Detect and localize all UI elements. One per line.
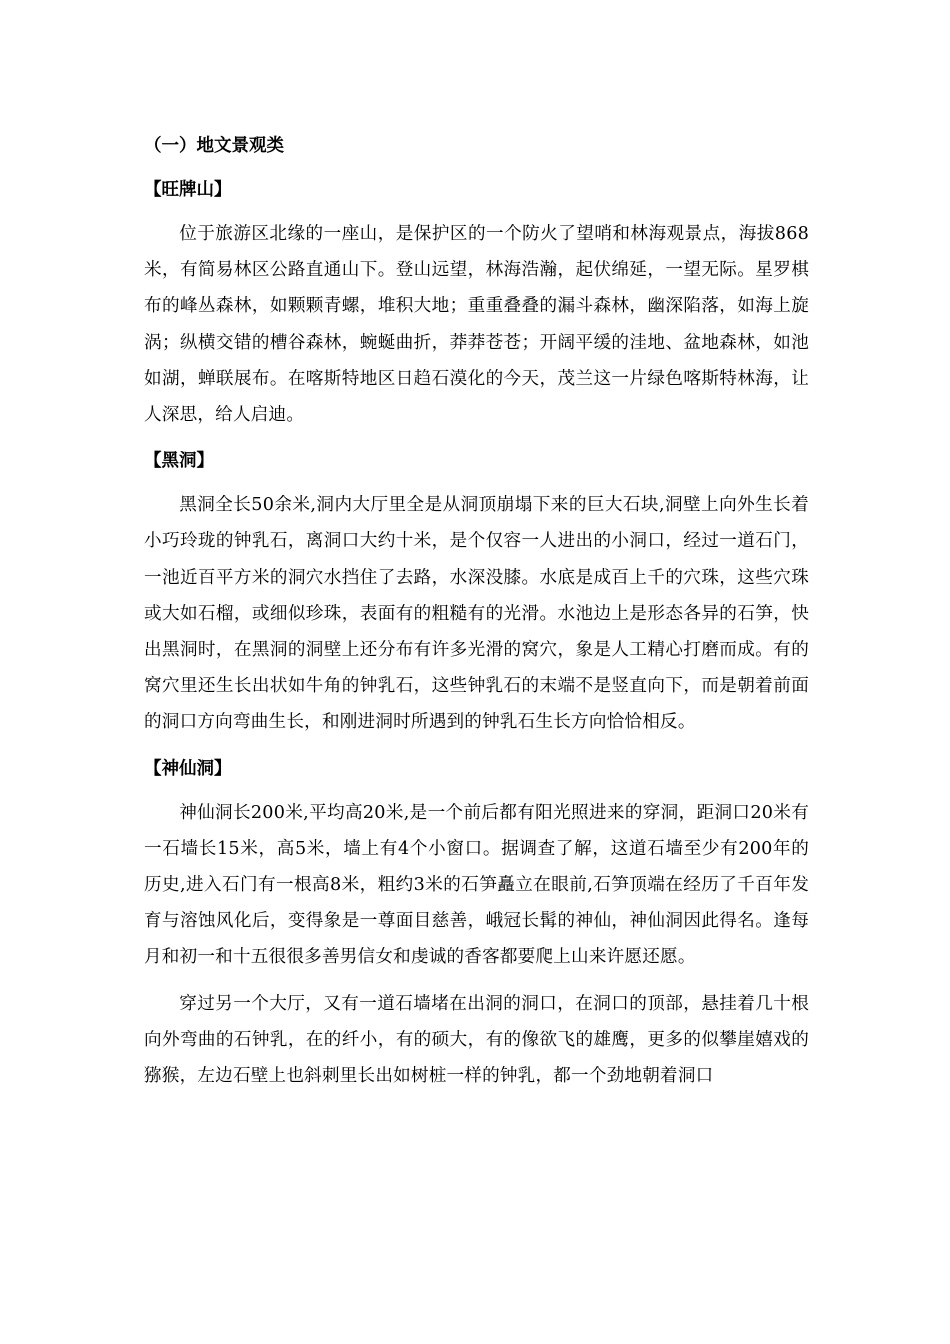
subsection-heading-shenxiandong: 【神仙洞】	[144, 758, 232, 779]
paragraph-heidong: 黑洞全长50余米,洞内大厅里全是从洞顶崩塌下来的巨大石块,洞壁上向外生长着小巧玲珑的钟乳石，离洞口大约十米，是个仅容一人进出的小洞口，经过一道石门，一池近百平方米的洞穴水挡住了去路，水深没膝。水底是成百上千的穴珠，这些穴珠或大如石榴，或细似珍珠，表面有的粗糙有的光滑。水池边上是形态各异的石笋，快出黑洞时，在黑洞的洞壁上还分布有许多光滑的窝穴，象是人工精心打磨而成。有的窝穴里还生长出状如牛角的钟乳石，这些钟乳石的末端不是竖直向下，而是朝着前面的洞口方向弯曲生长，和刚进洞时所遇到的钟乳石生长方向恰恰相反。	[144, 495, 809, 733]
section-title: （一）地文景观类	[144, 136, 284, 156]
paragraph-shenxiandong-2: 穿过另一个大厅，又有一道石墙堵在出洞的洞口，在洞口的顶部，悬挂着几十根向外弯曲的石钟乳，在的纤小，有的硕大，有的像欲飞的雄鹰，更多的似攀崖嬉戏的猕猴，左边石壁上也斜刺里长出如树桩一样的钟乳，都一个劲地朝着洞口	[144, 993, 809, 1087]
paragraph-wangpaishan: 位于旅游区北缘的一座山，是保护区的一个防火了望哨和林海观景点，海拔868米，有简易林区公路直通山下。登山远望，林海浩瀚，起伏绵延，一望无际。星罗棋布的峰丛森林，如颗颗青螺，堆积大地；重重叠叠的漏斗森林，幽深陷落，如海上旋涡；纵横交错的槽谷森林，蜿蜒曲折，莽莽苍苍；开阔平缓的洼地、盆地森林，如池如湖，蝉联展布。在喀斯特地区日趋石漠化的今天，茂兰这一片绿色喀斯特林海，让人深思，给人启迪。	[144, 224, 809, 426]
paragraph-shenxiandong-1: 神仙洞长200米,平均高20米,是一个前后都有阳光照进来的穿洞，距洞口20米有一石墙长15米，高5米，墙上有4个小窗口。据调查了解，这道石墙至少有200年的历史,进入石门有一根高8米，粗约3米的石笋矗立在眼前,石笋顶端在经历了千百年发育与溶蚀风化后，变得象是一尊面目慈善，峨冠长髯的神仙，神仙洞因此得名。逢每月和初一和十五很很多善男信女和虔诚的香客都要爬上山来许愿还愿。	[144, 802, 809, 968]
subsection-heading-heidong: 【黑洞】	[144, 451, 214, 472]
subsection-heading-wangpaishan: 【旺牌山】	[144, 180, 232, 200]
document-body	[144, 128, 809, 1104]
